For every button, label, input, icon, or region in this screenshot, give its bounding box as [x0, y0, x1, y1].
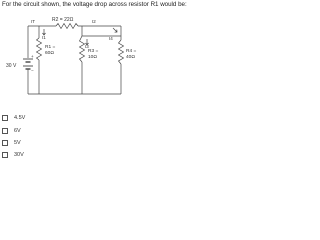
option-5v[interactable] [2, 139, 21, 147]
option-6v[interactable] [2, 127, 21, 135]
label-r4-value: 40Ω [126, 55, 135, 60]
resistor-r3 [80, 36, 85, 62]
option-label: 5V [14, 140, 21, 146]
option-label: 6V [14, 128, 21, 134]
label-r1-name: R1 = [45, 45, 56, 50]
label-source-minus: − [31, 68, 34, 73]
option-30v[interactable] [2, 151, 24, 159]
label-i3: I3 [85, 44, 89, 49]
arrow-i4 [113, 28, 117, 32]
option-label: 4.5V [14, 115, 26, 121]
option-4-5v[interactable] [2, 114, 25, 122]
checkbox[interactable] [2, 152, 8, 158]
checkbox[interactable] [2, 140, 8, 146]
checkbox[interactable] [2, 128, 8, 134]
resistor-r2 [56, 24, 78, 29]
label-r4-name: R4 = [126, 49, 137, 54]
question-text: For the circuit shown, the voltage drop across resistor R1 would be: [2, 1, 187, 8]
label-r3-name: R3 = [88, 49, 99, 54]
label-source-plus: + [31, 54, 34, 59]
label-i4: I4 [109, 36, 113, 41]
option-label: 30V [14, 152, 24, 158]
label-r3-value: 10Ω [88, 55, 97, 60]
circuit-diagram [0, 0, 200, 161]
label-r1-value: 60Ω [45, 51, 54, 56]
label-i1: I1 [42, 35, 46, 40]
checkbox[interactable] [2, 115, 8, 121]
label-it: IT [31, 19, 35, 24]
resistor-r1 [37, 38, 42, 60]
label-i2: I2 [92, 19, 96, 24]
label-r2: R2 = 22Ω [52, 17, 74, 23]
resistor-r4 [119, 40, 124, 64]
label-source: 30 V [6, 63, 17, 69]
